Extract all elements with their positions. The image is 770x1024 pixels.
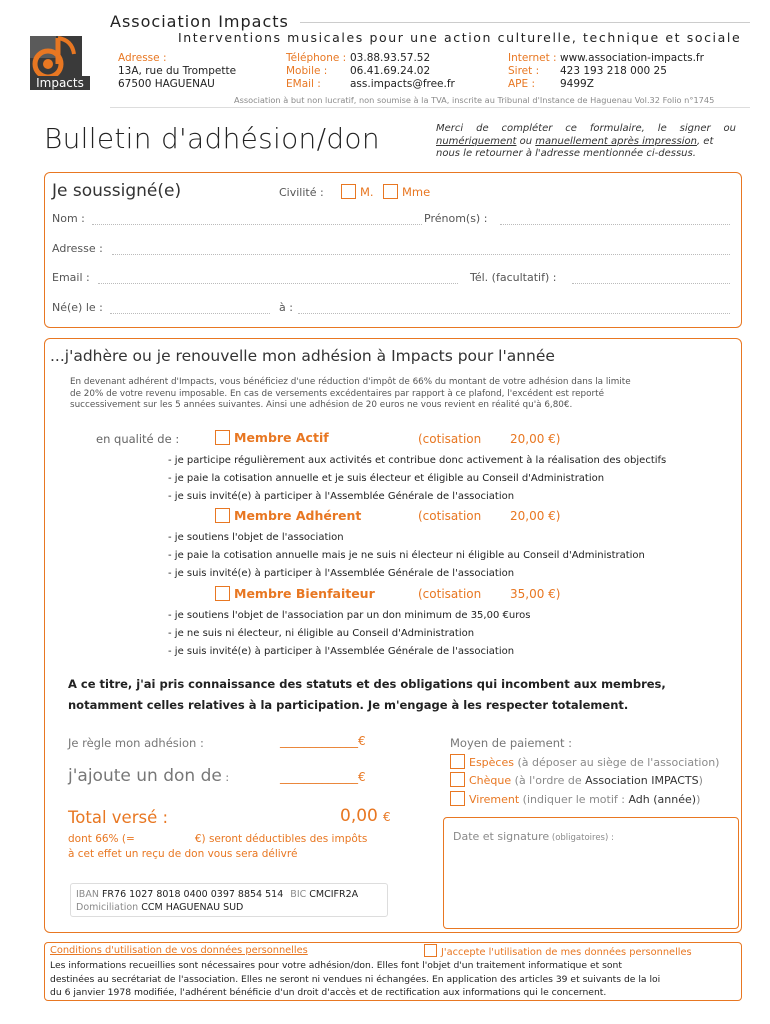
actif-amount: 20,00 €) xyxy=(510,432,561,446)
membre-bienfaiteur-option[interactable] xyxy=(215,586,375,601)
siret-value: 423 193 218 000 25 xyxy=(560,65,667,77)
adherent-cotisation-label: (cotisation xyxy=(418,509,482,523)
membre-adherent-label: Membre Adhérent xyxy=(234,508,362,523)
mobile-value: 06.41.69.24.02 xyxy=(350,65,431,77)
internet-label: Internet : xyxy=(508,52,557,64)
commitment-line2: notamment celles relatives à la participation. Je m'engage à les respecter totalement. xyxy=(68,698,629,712)
bienfaiteur-cotisation-label: (cotisation xyxy=(418,587,482,601)
don-label-wrap xyxy=(68,766,229,786)
ne-label: Né(e) le : xyxy=(52,301,103,314)
total-value: 0,00 xyxy=(340,806,378,826)
don-amount-field[interactable]: _____________€ xyxy=(280,770,366,784)
birthdate-field[interactable] xyxy=(110,313,270,314)
actif-line2: - je paie la cotisation annuelle et je suis électeur et éligible au Conseil d'Administration xyxy=(168,473,605,484)
regle-label: Je règle mon adhésion : xyxy=(68,736,204,750)
privacy-text xyxy=(50,959,740,1000)
deduct-line1: dont 66% (= €) seront déductibles des impôts xyxy=(68,833,368,845)
membre-actif-label: Membre Actif xyxy=(234,430,329,445)
checkbox-membre-actif[interactable] xyxy=(215,430,230,445)
org-name: Association Impacts xyxy=(110,12,289,31)
email-field-label: Email : xyxy=(52,271,90,284)
domiciliation-value: CCM HAGUENAU SUD xyxy=(141,902,244,913)
signature-note: (obligatoires) : xyxy=(549,833,614,843)
virement-motif: Adh (année) xyxy=(628,793,697,806)
tagline: Interventions musicales pour une action culturelle, technique et sociale xyxy=(178,30,742,45)
instructions-line3: nous le retourner à l'adresse mentionnée ci-dessus. xyxy=(436,148,696,159)
domiciliation-label: Domiciliation xyxy=(76,902,139,913)
privacy-accept-label: J'accepte l'utilisation de mes données personnelles xyxy=(441,947,692,958)
instructions-comma: , et xyxy=(696,135,714,147)
deduct-line2: à cet effet un reçu de don vous sera délivré xyxy=(68,848,298,860)
intro-line2: de 20% de votre revenu imposable. En cas de versements excédentaires par rapport à ce plafond, l'excédent est reporté xyxy=(70,388,605,399)
ape-value: 9499Z xyxy=(560,78,594,90)
iban-value: FR76 1027 8018 0400 0397 8854 514 xyxy=(101,889,284,900)
bienfaiteur-amount: 35,00 €) xyxy=(510,587,561,601)
logo-text: Impacts xyxy=(30,76,90,90)
legal-block xyxy=(508,52,704,91)
checkbox-mme[interactable] xyxy=(383,184,398,199)
contact-block xyxy=(286,52,455,91)
privacy-text-line1: Les informations recueillies sont nécessaires pour votre adhésion/don. Elles font l'objet d'un traitement informatique et sont xyxy=(50,960,622,971)
civilite-label: Civilité : xyxy=(279,186,324,199)
quality-label: en qualité de : xyxy=(96,432,180,446)
checkbox-membre-bienfaiteur[interactable] xyxy=(215,586,230,601)
instructions-line1: Merci de compléter ce formulaire, le signer ou xyxy=(436,123,736,134)
adherent-line3: - je suis invité(e) à participer à l'Assemblée Générale de l'association xyxy=(168,568,515,579)
cheque-close: ) xyxy=(698,774,703,787)
membership-intro xyxy=(70,377,631,412)
checkbox-membre-adherent[interactable] xyxy=(215,508,230,523)
page-title: Bulletin d'adhésion/don xyxy=(44,122,380,155)
don-label: j'ajoute un don de xyxy=(68,766,222,786)
signature-label: Date et signature xyxy=(453,830,550,843)
address-label: Adresse : xyxy=(118,52,167,64)
civilite-mme[interactable] xyxy=(383,184,430,199)
actif-line3: - je suis invité(e) à participer à l'Assemblée Générale de l'association xyxy=(168,491,515,502)
adherent-line2: - je paie la cotisation annuelle mais je ne suis ni électeur ni éligible au Conseil d'Administration xyxy=(168,550,645,561)
cheque-payee: Association IMPACTS xyxy=(585,774,699,787)
don-colon: : xyxy=(221,771,230,784)
prenom-field[interactable] xyxy=(500,224,730,225)
regle-amount-field[interactable]: _____________€ xyxy=(280,734,366,748)
virement-label: Virement xyxy=(469,793,520,806)
signature-label-wrap xyxy=(453,825,614,844)
adresse-label: Adresse : xyxy=(52,242,103,255)
especes-note: (à déposer au siège de l'association) xyxy=(513,756,720,769)
instructions-manuel: manuellement après impression xyxy=(535,135,697,147)
adherent-amount: 20,00 €) xyxy=(510,509,561,523)
cheque-option[interactable] xyxy=(450,772,703,787)
bic-label: BIC xyxy=(290,889,307,900)
adherent-cotisation xyxy=(418,509,481,523)
membership-heading: ...j'adhère ou je renouvelle mon adhésion à Impacts pour l'année xyxy=(50,347,555,365)
adresse-field[interactable] xyxy=(112,254,730,255)
identity-heading: Je soussigné(e) xyxy=(52,181,182,201)
domiciliation-line xyxy=(76,902,243,913)
especes-label: Espèces xyxy=(469,756,514,769)
total-currency: € xyxy=(382,810,391,824)
commitment-line1: A ce titre, j'ai pris connaissance des statuts et des obligations qui incombent aux membres, xyxy=(68,677,666,691)
birthplace-field[interactable] xyxy=(298,313,730,314)
bienfaiteur-line3: - je suis invité(e) à participer à l'Assemblée Générale de l'association xyxy=(168,646,515,657)
a-label: à : xyxy=(279,301,293,314)
email-field[interactable] xyxy=(98,283,458,284)
header-bottom-rule xyxy=(110,107,750,108)
nom-field[interactable] xyxy=(92,224,422,225)
virement-note: (indiquer le motif : xyxy=(519,793,629,806)
email-label: EMail : xyxy=(286,78,321,90)
cheque-label: Chèque xyxy=(469,774,512,787)
phone-label: Téléphone : xyxy=(286,52,347,64)
adherent-line1: - je soutiens l'objet de l'association xyxy=(168,532,344,543)
internet-value[interactable]: www.association-impacts.fr xyxy=(560,52,704,64)
mme-label: Mme xyxy=(402,185,431,199)
bic-value: CMCIFR2A xyxy=(309,889,359,900)
nom-label: Nom : xyxy=(52,212,85,225)
address-line1: 13A, rue du Trompette xyxy=(118,65,237,77)
tel-field[interactable] xyxy=(572,283,730,284)
actif-cotisation-label: (cotisation xyxy=(418,432,482,446)
total-value-wrap xyxy=(340,806,391,826)
checkbox-m[interactable] xyxy=(341,184,356,199)
iban-label: IBAN xyxy=(76,889,99,900)
bienfaiteur-cotisation xyxy=(418,587,481,601)
siret-label: Siret : xyxy=(508,65,540,77)
address-block xyxy=(118,52,236,91)
instructions-ou: ou xyxy=(516,135,536,147)
email-value[interactable]: ass.impacts@free.fr xyxy=(350,78,455,90)
legal-note: Association à but non lucratif, non soumise à la TVA, inscrite au Tribunal d'Instance de Haguenau Vol.32 Folio n°1745 xyxy=(234,95,715,105)
virement-option[interactable] xyxy=(450,791,700,806)
bienfaiteur-line1: - je soutiens l'objet de l'association par un don minimum de 35,00 €uros xyxy=(168,610,531,621)
m-label: M. xyxy=(360,185,374,199)
membre-bienfaiteur-label: Membre Bienfaiteur xyxy=(234,586,375,601)
phone-value: 03.88.93.57.52 xyxy=(350,52,431,64)
address-line2: 67500 HAGUENAU xyxy=(118,78,215,90)
privacy-heading: Conditions d'utilisation de vos données personnelles xyxy=(50,945,308,956)
intro-line3: successivement sur les 5 années suivantes. Ainsi une adhésion de 20 euros ne vous revient en réalité qu'à 6,80€. xyxy=(70,400,573,410)
iban-line xyxy=(76,889,358,900)
mobile-label: Mobile : xyxy=(286,65,328,77)
logo xyxy=(22,30,94,92)
membre-actif-option[interactable] xyxy=(215,430,329,445)
checkbox-cheque[interactable] xyxy=(450,772,465,787)
civilite-m[interactable] xyxy=(341,184,374,199)
moyen-label: Moyen de paiement : xyxy=(450,736,573,750)
checkbox-especes[interactable] xyxy=(450,754,465,769)
prenom-label: Prénom(s) : xyxy=(424,212,488,225)
ape-label: APE : xyxy=(508,78,536,90)
privacy-text-line3: du 6 janvier 1978 modifiée, l'adhérent bénéficie d'un droit d'accès et de rectification aux informations qui le concernent. xyxy=(50,987,607,998)
checkbox-privacy-accept[interactable] xyxy=(424,944,437,957)
privacy-text-line2: destinées au secrétariat de l'association. Elles ne seront ni vendues ni échangées. En application des articles 39 et suivants de la loi xyxy=(50,973,661,985)
actif-line1: - je participe régulièrement aux activités et contribue donc activement à la réalisation des objectifs xyxy=(168,455,667,466)
tel-label: Tél. (facultatif) : xyxy=(470,271,557,284)
instructions xyxy=(436,123,736,161)
especes-option[interactable] xyxy=(450,754,719,769)
bienfaiteur-line2: - je ne suis ni électeur, ni éligible au Conseil d'Administration xyxy=(168,628,475,639)
membre-adherent-option[interactable] xyxy=(215,508,361,523)
actif-cotisation xyxy=(418,432,481,446)
instructions-numerique: numériquement xyxy=(436,135,517,147)
header-rule xyxy=(300,22,750,23)
checkbox-virement[interactable] xyxy=(450,791,465,806)
virement-close: ) xyxy=(696,793,701,806)
intro-line1: En devenant adhérent d'Impacts, vous bénéficiez d'une réduction d'impôt de 66% du montant de votre adhésion dans la limite xyxy=(70,377,631,387)
cheque-note: (à l'ordre de xyxy=(511,774,586,787)
privacy-accept-option[interactable] xyxy=(424,944,692,958)
total-label: Total versé : xyxy=(68,808,169,827)
